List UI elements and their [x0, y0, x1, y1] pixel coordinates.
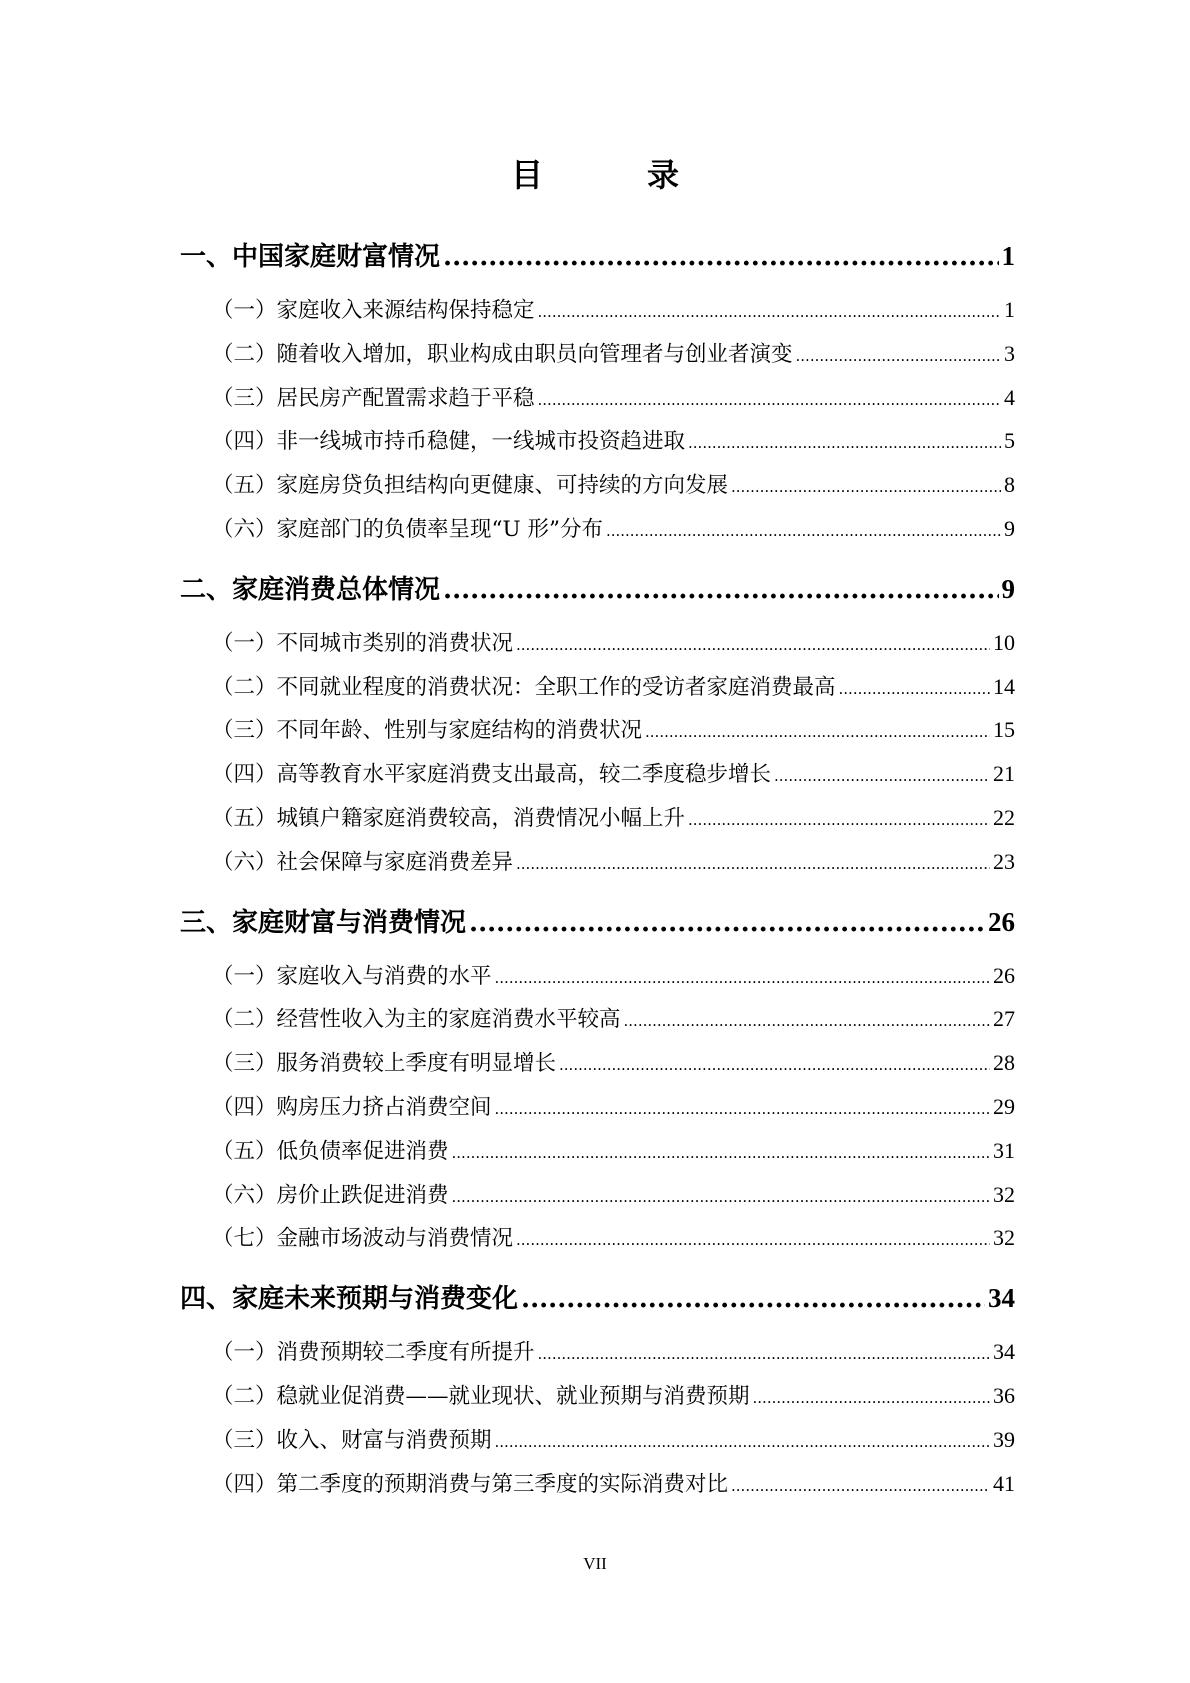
dot-leader: [624, 998, 990, 1044]
section-page-number: 9: [1004, 515, 1015, 541]
chapter-page-number: 26: [988, 906, 1015, 937]
toc-section[interactable]: [180, 376, 1015, 420]
chapter-2-sections: [180, 621, 1015, 884]
section-title: （五）家庭房贷负担结构向更健康、可持续的方向发展: [212, 473, 729, 499]
section-page-number: 32: [993, 1181, 1015, 1207]
toc-section[interactable]: [180, 507, 1015, 551]
section-title: （三）不同年龄、性别与家庭结构的消费状况: [212, 718, 643, 744]
chapter-3-sections: [180, 954, 1015, 1261]
section-title: （六）房价止跌促进消费: [212, 1182, 449, 1208]
toc-section[interactable]: [180, 954, 1015, 998]
section-page-number: 3: [1004, 340, 1015, 366]
section-title: （一）消费预期较二季度有所提升: [212, 1340, 535, 1366]
dot-leader: [688, 420, 1001, 466]
section-page-number: 14: [993, 673, 1015, 699]
toc-chapter-2[interactable]: [180, 569, 1015, 609]
section-title: （五）城镇户籍家庭消费较高，消费情况小幅上升: [212, 805, 686, 831]
dot-leader: [516, 841, 990, 887]
section-page-number: 26: [993, 962, 1015, 988]
dot-leader: [495, 1086, 990, 1132]
section-title: （一）不同城市类别的消费状况: [212, 630, 514, 656]
toc-title: 目 录: [510, 156, 715, 194]
section-page-number: 15: [993, 717, 1015, 743]
table-of-contents: [180, 236, 1015, 1523]
dot-leader: [538, 377, 1001, 423]
toc-section[interactable]: [180, 288, 1015, 332]
dot-leader: [469, 903, 985, 943]
dot-leader: [495, 1419, 990, 1465]
dot-leader: [452, 1174, 990, 1220]
section-title: （四）第二季度的预期消费与第三季度的实际消费对比: [212, 1471, 729, 1497]
dot-leader: [645, 709, 990, 755]
section-title: （三）收入、财富与消费预期: [212, 1427, 492, 1453]
dot-leader: [516, 1217, 990, 1263]
section-page-number: 41: [993, 1470, 1015, 1496]
section-page-number: 34: [993, 1339, 1015, 1365]
dot-leader: [521, 1279, 985, 1319]
section-page-number: 31: [993, 1137, 1015, 1163]
section-title: （二）随着收入增加，职业构成由职员向管理者与创业者演变: [212, 341, 793, 367]
section-title: （二）不同就业程度的消费状况：全职工作的受访者家庭消费最高: [212, 674, 836, 700]
toc-section[interactable]: [180, 332, 1015, 376]
dot-leader: [559, 1042, 990, 1088]
dot-leader: [495, 955, 990, 1001]
dot-leader: [516, 622, 990, 668]
toc-chapter-3[interactable]: [180, 902, 1015, 942]
section-title: （二）经营性收入为主的家庭消费水平较高: [212, 1007, 621, 1033]
section-page-number: 32: [993, 1225, 1015, 1251]
section-title: （一）家庭收入与消费的水平: [212, 963, 492, 989]
chapter-title: 四、家庭未来预期与消费变化: [180, 1284, 519, 1315]
dot-leader: [688, 797, 990, 843]
section-title: （六）家庭部门的负债率呈现“U 形”分布: [212, 516, 603, 542]
section-title: （三）服务消费较上季度有明显增长: [212, 1051, 557, 1077]
dot-leader: [443, 237, 998, 277]
section-page-number: 29: [993, 1093, 1015, 1119]
dot-leader: [443, 570, 998, 610]
section-page-number: 28: [993, 1050, 1015, 1076]
section-title: （六）社会保障与家庭消费差异: [212, 849, 514, 875]
section-page-number: 21: [993, 761, 1015, 787]
toc-chapter-1[interactable]: [180, 236, 1015, 276]
section-page-number: 27: [993, 1006, 1015, 1032]
section-page-number: 5: [1004, 428, 1015, 454]
section-page-number: 39: [993, 1426, 1015, 1452]
section-title: （一）家庭收入来源结构保持稳定: [212, 298, 535, 323]
chapter-1-sections: [180, 288, 1015, 551]
toc-section[interactable]: [180, 752, 1015, 796]
toc-section[interactable]: [180, 1216, 1015, 1260]
dot-leader: [753, 1375, 990, 1421]
toc-section[interactable]: [180, 840, 1015, 884]
dot-leader: [839, 666, 990, 712]
toc-section[interactable]: [180, 665, 1015, 709]
section-title: （三）居民房产配置需求趋于平稳: [212, 385, 535, 411]
section-page-number: 4: [1004, 384, 1015, 410]
toc-chapter-4[interactable]: [180, 1278, 1015, 1318]
section-page-number: 1: [1004, 297, 1015, 322]
toc-section[interactable]: [180, 463, 1015, 507]
page-number-footer: VII: [583, 1554, 607, 1573]
section-page-number: 36: [993, 1382, 1015, 1408]
section-title: （四）非一线城市持币稳健，一线城市投资趋进取: [212, 429, 686, 455]
chapter-4-sections: [180, 1330, 1015, 1505]
dot-leader: [538, 289, 1001, 335]
chapter-page-number: 9: [1001, 573, 1015, 604]
section-page-number: 10: [993, 629, 1015, 655]
dot-leader: [731, 1463, 990, 1509]
section-title: （四）高等教育水平家庭消费支出最高，较二季度稳步增长: [212, 762, 772, 788]
chapter-title: 二、家庭消费总体情况: [180, 574, 441, 605]
section-page-number: 23: [993, 848, 1015, 874]
toc-section[interactable]: [180, 1085, 1015, 1129]
chapter-title: 三、家庭财富与消费情况: [180, 907, 467, 938]
chapter-page-number: 1: [1001, 241, 1015, 271]
chapter-page-number: 34: [988, 1283, 1015, 1314]
toc-section[interactable]: [180, 1462, 1015, 1506]
toc-section[interactable]: [180, 1374, 1015, 1418]
dot-leader: [606, 508, 1001, 554]
section-page-number: 22: [993, 804, 1015, 830]
toc-section[interactable]: [180, 621, 1015, 665]
section-title: （七）金融市场波动与消费情况: [212, 1226, 514, 1252]
toc-section[interactable]: [180, 997, 1015, 1041]
toc-section[interactable]: [180, 419, 1015, 463]
section-title: （四）购房压力挤占消费空间: [212, 1094, 492, 1120]
dot-leader: [538, 1331, 990, 1377]
section-title: （二）稳就业促消费——就业现状、就业预期与消费预期: [212, 1383, 750, 1409]
toc-section[interactable]: [180, 708, 1015, 752]
section-page-number: 8: [1004, 472, 1015, 498]
toc-section[interactable]: [180, 1129, 1015, 1173]
dot-leader: [731, 464, 1001, 510]
toc-section[interactable]: [180, 796, 1015, 840]
toc-section[interactable]: [180, 1041, 1015, 1085]
toc-section[interactable]: [180, 1418, 1015, 1462]
dot-leader: [774, 753, 990, 799]
chapter-title: 一、中国家庭财富情况: [180, 242, 441, 272]
section-title: （五）低负债率促进消费: [212, 1138, 449, 1164]
dot-leader: [452, 1130, 990, 1176]
dot-leader: [796, 333, 1001, 379]
toc-section[interactable]: [180, 1330, 1015, 1374]
toc-section[interactable]: [180, 1173, 1015, 1217]
